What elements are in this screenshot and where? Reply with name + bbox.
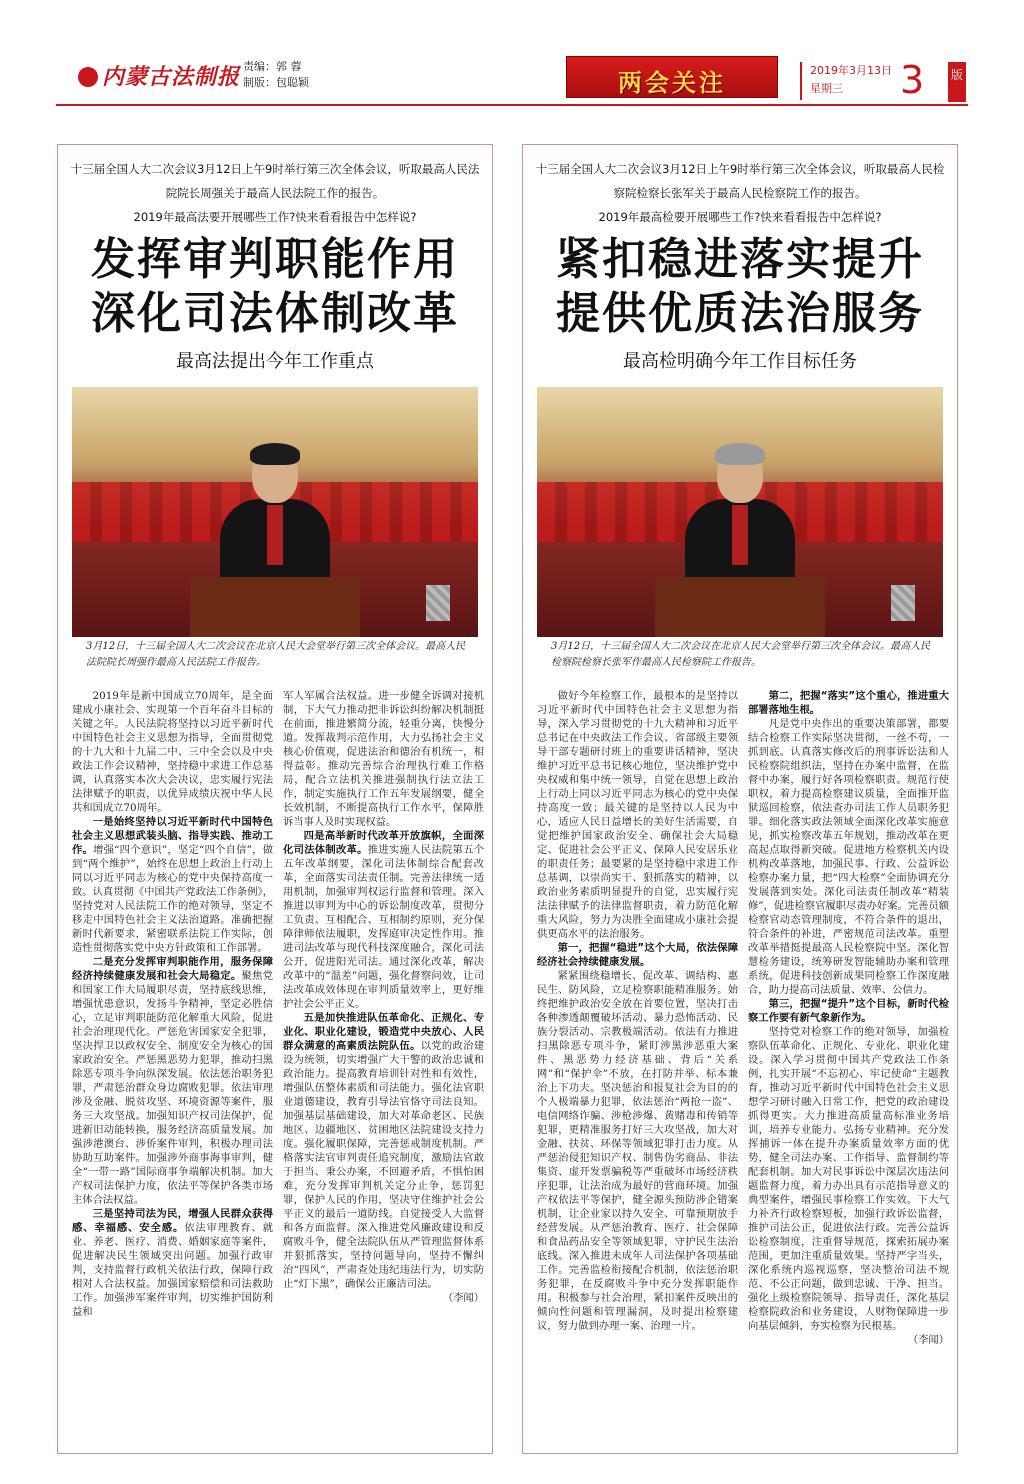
article-headline	[58, 233, 492, 341]
page-number: 3	[900, 58, 925, 102]
body-paragraph	[748, 997, 949, 1025]
body-paragraph: 军人军属合法权益。进一步健全诉调对接机制，下大气力推动把非诉讼纠纷解决机制挺在前面，推进繁简分流，轻重分离，快慢分道。发挥裁判示范作用，大力弘扬社会主义核心价值观，促进法治和德治有机统一，相得益彰。推动完善综合治理执行难工作格局，配合立法机关推进强制执行法立法工作，制定实施执行工作五年发展纲要，健全长效机制，不断提高执行工作水平，保障胜诉当事人及时实现权益。	[283, 690, 484, 828]
body-paragraph	[748, 689, 949, 717]
body-paragraph: 做好今年检察工作，最根本的是坚持以习近平新时代中国特色社会主义思想为指导，深入学习贯彻党的十九大精神和习近平总书记在中央政法工作会议、省部级主要领导干部专题研讨班上的重要讲话精神，坚决维护习近平总书记核心地位，坚决维护党中央权威和集中统一领导，自觉在思想上政治上行动上同以习近平同志为核心的党中央保持高度一致；最关键的是坚持以人民为中心，适应人民日益增长的美好生活需要，自觉把维护国家政治安全、确保社会大局稳定、促进社会公平正义、保障人民安居乐业的职责任务；最要紧的是坚持稳中求进工作总基调，以崇尚实干、狠抓落实的精神，以政治业务素质明显提升的自觉，忠实履行宪法法律赋予的法律监督职责，着力防范化解重大风险，努力为决胜全面建成小康社会提供更高水平的法治服务。	[537, 690, 738, 940]
body-paragraph: 凡是党中央作出的重要决策部署，都要结合检察工作实际坚决贯彻，一丝不苟，一抓到底。认真落实修改后的刑事诉讼法和人民检察院组织法，坚持在办案中监督，在监督中办案，履行好各项检察职责。规范行使职权，着力提高检察建议质量，全面推开监狱巡回检察，依法查办司法工作人员职务犯罪。细化落实政法领域全面深化改革实施意见，抓实检察改革五年规划，推动改革在更高起点取得新突破。促进地方检察机关内设机构改革落地，加强民事、行政、公益诉讼检察办案力量，把“四大检察”全面协调充分发展落到实处。深化司法责任制改革“精装修”，促进检察官履职尽责办好案。完善员额检察官动态管理制度，不符合条件的退出，符合条件的补进，严密规范司法改革。重塑改革举措挺提最高人民检察院中坚。深化智慧检务建设，统筹研发智能辅助办案和管理系统，促进科技创新成果同检察工作深度融合，助力提高司法质量、效率、公信力。	[748, 718, 949, 996]
headline-line-1: 紧扣稳进落实提升	[556, 234, 924, 285]
date-block	[800, 62, 896, 100]
body-paragraph: 坚持党对检察工作的绝对领导，加强检察队伍革命化、正规化、专业化、职业化建设。深入学习贯彻中国共产党政法工作条例，扎实开展“不忘初心、牢记使命”主题教育，推动习近平新时代中国特色社会主义思想学习研讨融入日常工作，把党的政治建设抓得更实。大力推进高质量高标准业务培训，培养专业能力、弘扬专业精神。充分发挥捕诉一体在提升办案质量效率方面的优势，健全司法办案、工作指导、监督制约等配套机制。加大对民事诉讼中深层次违法问题监督力度，着力办出具有示范指导意义的典型案件，增强民事检察工作实效。下大气力补齐行政检察短板，加强行政诉讼监督，推护司法公正，促进依法行政。完善公益诉讼检察制度，注重督导规范，探索拓展办案范围，更加注重质量效果。坚持严字当头，深化系统内巡视巡察，坚决整治司法不规范、不公正问题，做到忠诚、干净、担当。强化上级检察院领导、指导责任，深化基层检察院政治和业务建设，人财物保障进一步向基层倾斜，夯实检察为民根基。	[748, 1026, 949, 1332]
section-heading: 三是坚持司法为民，增强人民群众获得感、幸福感、安全感。	[72, 1208, 273, 1234]
section-heading: 第三，把握“提升”这个目标，新时代检察工作要有新气象新作为。	[748, 998, 949, 1024]
body-paragraph: 二是充分发挥审判职能作用，服务保障经济持续健康发展和社会大局稳定。聚焦党和国家工作大局履职尽责，坚持底线思维，增强忧患意识，发扬斗争精神，坚定必胜信心，立足审判职能防范化解重大风险，促进社会治理现代化。严惩危害国家安全犯罪，坚决捍卫以政权安全、制度安全为核心的国家政治安全。严惩黑恶势力犯罪，推动扫黑除恶专项斗争向纵深发展。依法惩治职务犯罪，严肃惩治群众身边腐败犯罪。依法审理涉及金融、脱贫攻坚、环境资源等案件，服务三大攻坚战。加强知识产权司法保护，促进新旧动能转换，服务经济高质量发展。加强涉港澳台、涉侨案件审判，积极办理司法协助互助案件。加强涉外商事海事审判，健全“一带一路”国际商事争端解决机制。加大产权司法保护力度，依法平等保护各类市场主体合法权益。	[72, 956, 273, 1206]
article-body	[72, 689, 484, 1445]
editor-line: 责编：郭 蓉	[243, 60, 302, 73]
watermark-blur	[891, 585, 915, 621]
podium	[190, 577, 360, 637]
newspaper-logo	[78, 60, 240, 91]
article-court	[57, 144, 493, 1454]
article-lead	[533, 157, 947, 229]
masthead-rule	[56, 104, 968, 106]
article-body	[537, 689, 949, 1445]
section-banner-text: 两会关注	[618, 69, 726, 97]
body-paragraph: 紧紧围绕稳增长、促改革、调结构、惠民生、防风险，立足检察职能精准服务。始终把维护政治安全放在首要位置，坚决打击各种渗透颠覆破坏活动、暴力恐怖活动、民族分裂活动、宗教极端活动。依法有力推进扫黑除恶专项斗争，紧盯涉黑涉恶重大案件、黑恶势力经济基础、背后“关系网”和“保护伞”不放，在打防并举、标本兼治上下功夫。坚决惩治和报复社会为目的的个人极端暴力犯罪，依法惩治“两抢一盗”、电信网络诈骗、涉枪涉爆、黄赌毒和传销等犯罪，更精准服务打好三大攻坚战，加大对金融、扶贫、环保等领域犯罪打击力度。从严惩治侵犯知识产权、制售伪劣商品、非法集资、虚开发票骗税等严重破坏市场经济秩序犯罪，让法治成为最好的营商环境。加强产权依法平等保护，健全源头预防涉企错案机制，让企业家以持久安全、可靠预期放手经营发展。从严惩治教育、医疗、社会保障和食品药品安全等领域犯罪，守护民生法治底线。深入推进未成年人司法保护各项基础工作。完善监检衔接配合机制，依法惩治职务犯罪，在反腐败斗争中充分发挥职能作用。积极参与社会治理，紧扣案件反映出的倾向性问题和管理漏洞，及时提出检察建议，努力做到办理一案、治理一片。	[537, 970, 738, 1332]
section-heading: 四是高举新时代改革开放旗帜，全面深化司法体制改革。	[283, 830, 484, 856]
article-headline	[523, 233, 957, 341]
logo-emblem-icon	[78, 67, 98, 87]
body-paragraph	[537, 941, 738, 969]
body-paragraph: 四是高举新时代改革开放旗帜，全面深化司法体制改革。推进实施人民法院第五个五年改革纲要，深化司法体制综合配套改革，全面落实司法责任制。完善法律统一适用机制，加强审判权运行监督和管理。深入推进以审判为中心的诉讼制度改革，贯彻分工负责、互相配合、互相制约原则，充分保障律师依法履职，发挥庭审决定性作用。推进司法改革与现代科技深度融合，深化司法公开，促进阳光司法。通过深化改革，解决改革中的“温差”问题，强化督察问效，让司法改革成效体现在审判质量效率上，更好维护社会公平正义。	[283, 830, 484, 1010]
logo-text: 内蒙古法制报	[102, 64, 241, 90]
body-column-1	[72, 689, 273, 1445]
speaker-photo	[72, 387, 478, 637]
byline: （李闻）	[907, 1334, 949, 1346]
article-subtitle: 最高法提出今年工作重点	[176, 351, 374, 372]
article-procuratorate	[522, 144, 958, 1454]
page-label: 版	[948, 62, 966, 102]
masthead	[0, 0, 1024, 120]
headline-line-2: 深化司法体制改革	[91, 288, 459, 339]
section-heading: 二是充分发挥审判职能作用，服务保障经济持续健康发展和社会大局稳定。	[72, 956, 273, 982]
speaker-photo	[537, 387, 943, 637]
section-heading: 一是始终坚持以习近平新时代中国特色社会主义思想武装头脑、指导实践、推动工作。	[72, 816, 273, 856]
byline: （李闻）	[442, 1292, 484, 1304]
editor-credits	[243, 59, 309, 91]
body-paragraph: 一是始终坚持以习近平新时代中国特色社会主义思想武装头脑、指导实践、推动工作。增强“四个意识”，坚定“四个自信”，做到“两个维护”，始终在思想上政治上行动上同以习近平同志为核心的党中央保持高度一致。认真贯彻《中国共产党政法工作条例》，坚持党对人民法院工作的绝对领导，坚定不移走中国特色社会主义法治道路。准确把握新时代新要求，紧密联系法院工作实际，创造性贯彻落实党中央方针政策和工作部署。	[72, 816, 273, 954]
lead-paragraph: 十三届全国人大二次会议3月12日上午9时举行第三次全体会议，听取最高人民法院院长周强关于最高人民法院工作的报告。	[70, 162, 480, 200]
podium	[655, 577, 825, 637]
issue-weekday: 星期三	[810, 82, 843, 95]
section-banner	[566, 56, 778, 98]
body-column-1	[537, 689, 738, 1445]
layout-line: 制版：包聪颖	[243, 76, 309, 89]
photo-caption: 3月12日，十三届全国人大二次会议在北京人民大会堂举行第三次全体会议。最高人民检察院检察长张军作最高人民检察院工作报告。	[551, 641, 931, 668]
body-paragraph: 三是坚持司法为民，增强人民群众获得感、幸福感、安全感。依法审理教育、就业、养老、医疗、消费、婚姻家庭等案件，促进解决民生领域突出问题。加强行政审判，支持监督行政机关依法行政，保障行政相对人合法权益。加强国家赔偿和司法救助工作。加强涉军案件审判，切实维护国防利益和	[72, 1208, 273, 1318]
lead-paragraph: 十三届全国人大二次会议3月12日上午9时举行第三次全体会议，听取最高人民检察院检察长张军关于最高人民检察院工作的报告。	[535, 162, 945, 200]
lead-question: 2019年最高法要开展哪些工作?快来看看报告中怎样说?	[133, 210, 417, 224]
section-heading: 第一，把握“稳进”这个大局，依法保障经济社会持续健康发展。	[537, 942, 738, 968]
photo-caption: 3月12日，十三届全国人大二次会议在北京人民大会堂举行第三次全体会议。最高人民法院院长周强作最高人民法院工作报告。	[86, 641, 466, 668]
headline-line-2: 提供优质法治服务	[556, 288, 924, 339]
section-heading: 五是加快推进队伍革命化、正规化、专业化、职业化建设，锻造党中央放心、人民群众满意的高素质法院队伍。	[283, 1012, 484, 1052]
headline-line-1: 发挥审判职能作用	[91, 234, 459, 285]
body-paragraph: 五是加快推进队伍革命化、正规化、专业化、职业化建设，锻造党中央放心、人民群众满意的高素质法院队伍。以党的政治建设为统领，切实增强广大干警的政治忠诚和政治能力。提高教育培训针对性和有效性，增强队伍整体素质和司法能力。强化法官职业道德建设，教育引导法官恪守司法良知。加强基层基础建设，加大对革命老区、民族地区、边疆地区、贫困地区法院建设支持力度。强化履职保障，完善惩戒制度机制。严格落实法官审判责任追究制度，激励法官敢于担当、秉公办案，不回避矛盾，不惧怕困难，充分发挥审判机关定分止争，惩罚犯罪，保护人民的作用，坚决守住维护社会公平正义的最后一道防线。自觉接受人大监督和各方面监督。深入推进党风廉政建设和反腐败斗争，健全法院队伍从严管理监督体系并狠抓落实，坚持问题导向，坚持不懈纠治“四风”，严肃查处违纪违法行为，切实防止“灯下黑”，确保公正廉洁司法。	[283, 1012, 484, 1290]
body-column-2	[748, 689, 949, 1445]
body-paragraph: 2019年是新中国成立70周年，是全面建成小康社会、实现第一个百年奋斗目标的关键之年。人民法院将坚持以习近平新时代中国特色社会主义思想为指导，全面贯彻党的十九大和十九届二中、三中全会以及中央政法工作会议精神，坚持稳中求进工作总基调，认真落实本次大会决议，忠实履行宪法法律赋予的职责，以优异成绩庆祝中华人民共和国成立70周年。	[72, 690, 273, 814]
lead-question: 2019年最高检要开展哪些工作?快来看看报告中怎样说?	[598, 210, 882, 224]
section-heading: 第二，把握“落实”这个重心，推进重大部署落地生根。	[748, 690, 949, 716]
article-lead	[68, 157, 482, 229]
issue-date: 2019年3月13日	[810, 64, 892, 77]
article-subtitle: 最高检明确今年工作目标任务	[623, 351, 857, 372]
watermark-blur	[426, 585, 450, 621]
body-column-2	[283, 689, 484, 1445]
